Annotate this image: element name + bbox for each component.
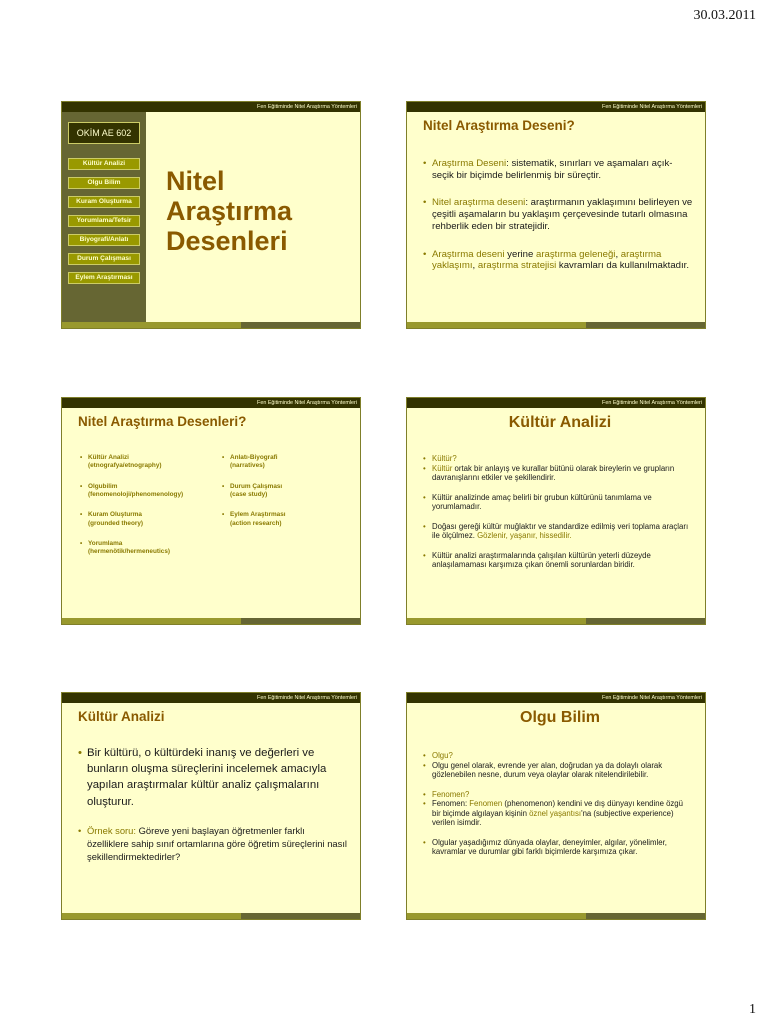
page-number: 1	[749, 1002, 756, 1017]
slide-1	[61, 101, 361, 329]
bullet: • Fenomen?	[423, 790, 693, 800]
slide-body	[423, 158, 693, 282]
bullet: • Kültür ortak bir anlayış ve kurallar bütünü olarak bireylerin ve grupların davranışlarını etkiler ve şekillendirir.	[423, 464, 693, 483]
slide-title: Kültür Analizi	[508, 414, 612, 431]
slide-title: Nitel Araştırma Deseni?	[423, 118, 575, 133]
slide-footer	[407, 913, 705, 919]
list-item: • Olgubilim (fenomenoloji/phenomenology)	[80, 483, 210, 500]
bullet: • Olgu?	[423, 751, 693, 761]
list-item: • Durum Çalışması (case study)	[222, 483, 352, 500]
slide-footer	[407, 322, 705, 328]
slide-footer	[407, 618, 705, 624]
slide-3	[61, 397, 361, 625]
bullet: • Olgu genel olarak, evrende yer alan, doğrudan ya da dolaylı olarak gözlenebilen nesne, durum veya olaylar olarak nitelendirilebilir.	[423, 761, 693, 780]
bullet: • Bir kültürü, o kültürdeki inanış ve değerleri ve bunların oluşma süreçlerini incelemek amacıyla yapılan araştırmalar kültür analiz çalışmalarını oluşturur.	[78, 745, 348, 810]
bullet: • Fenomen: Fenomen (phenomenon) kendini ve dış dünyayı kendine özgü bir biçimde algılayan kişinin öznel yaşantısı'na (subjective experience) verilen isimdir.	[423, 799, 693, 828]
slide-body	[423, 751, 693, 867]
nav-button-yorumlama[interactable]: Yorumlama/Tefsir	[68, 215, 140, 227]
slide-footer	[62, 618, 360, 624]
slide-title: Nitel Araştırma Desenleri	[166, 166, 293, 257]
slide-title: Olgu Bilim	[520, 709, 600, 726]
slide-body	[423, 454, 693, 580]
nav-button-durum-calismasi[interactable]: Durum Çalışması	[68, 253, 140, 265]
bullet: • Araştırma deseni yerine araştırma geleneği, araştırma yaklaşımı, araştırma stratejisi kavramları da kullanılmaktadır.	[423, 249, 693, 272]
bullet: • Kültür analizinde amaç belirli bir grubun kültürünü tanımlama ve yorumlamadır.	[423, 493, 693, 512]
slide-body	[78, 745, 348, 878]
slide-6	[406, 692, 706, 920]
nav-button-biyografi[interactable]: Biyografi/Anlatı	[68, 234, 140, 246]
slide-footer	[62, 322, 360, 328]
list-item: • Kültür Analizi (etnografya/etnography)	[80, 454, 210, 471]
design-list-right	[222, 454, 352, 540]
course-code: OKİM AE 602	[68, 122, 140, 144]
slide-title: Kültür Analizi	[78, 709, 165, 724]
nav-button-eylem-arastirmasi[interactable]: Eylem Araştırması	[68, 272, 140, 284]
nav-button-kuram-olusturma[interactable]: Kuram Oluşturma	[68, 196, 140, 208]
bullet: • Kültür analizi araştırmalarında çalışılan kültürün yeterli düzeyde anlaşılamaması karşımıza çıkan önemli sorunlardan biridir.	[423, 551, 693, 570]
slide-5	[61, 692, 361, 920]
nav-sidebar	[62, 112, 146, 322]
list-item: • Anlatı-Biyografi (narratives)	[222, 454, 352, 471]
slide-footer	[62, 913, 360, 919]
bullet: • Nitel araştırma deseni: araştırmanın yaklaşımını belirleyen ve çeşitli aşamaların bu yaklaşım çerçevesinde tutarlı olmasına rehberlik eden bir stratejidir.	[423, 197, 693, 232]
bullet: • Doğası gereği kültür muğlaktır ve standardize edilmiş veri toplama araçları ile ölçülmez. Gözlenir, yaşanır, hissedilir.	[423, 522, 693, 541]
slide-header: Fen Eğitiminde Nitel Araştırma Yöntemleri	[407, 102, 705, 112]
nav-button-olgu-bilim[interactable]: Olgu Bilim	[68, 177, 140, 189]
bullet: • Araştırma Deseni: sistematik, sınırları ve aşamaları açık-seçik bir biçimde belirlenmiş bir süreçtir.	[423, 158, 693, 181]
bullet: • Olgular yaşadığımız dünyada olaylar, deneyimler, algılar, yönelimler, kavramlar ve durumlar gibi farklı biçimlerde karşımıza çıkar.	[423, 838, 693, 857]
list-item: • Yorumlama (hermenötik/hermeneutics)	[80, 540, 210, 557]
slide-header: Fen Eğitiminde Nitel Araştırma Yöntemleri	[62, 102, 360, 112]
slide-header: Fen Eğitiminde Nitel Araştırma Yöntemleri	[407, 398, 705, 408]
slide-header: Fen Eğitiminde Nitel Araştırma Yöntemleri	[62, 398, 360, 408]
slide-header: Fen Eğitiminde Nitel Araştırma Yöntemleri	[62, 693, 360, 703]
slide-4	[406, 397, 706, 625]
nav-button-kultur-analizi[interactable]: Kültür Analizi	[68, 158, 140, 170]
slide-header: Fen Eğitiminde Nitel Araştırma Yöntemleri	[407, 693, 705, 703]
slide-2	[406, 101, 706, 329]
list-item: • Eylem Araştırması (action research)	[222, 511, 352, 528]
bullet: • Örnek soru: Göreve yeni başlayan öğretmenler farklı özelliklere sahip sınıf ortamlarına göre öğretim süreçlerini nasıl şekillendirmektedirler?	[78, 824, 348, 864]
bullet: • Kültür?	[423, 454, 693, 464]
list-item: • Kuram Oluşturma (grounded theory)	[80, 511, 210, 528]
page-date: 30.03.2011	[693, 8, 756, 23]
slide-title: Nitel Araştırma Desenleri?	[78, 414, 247, 429]
design-list-left	[80, 454, 210, 569]
